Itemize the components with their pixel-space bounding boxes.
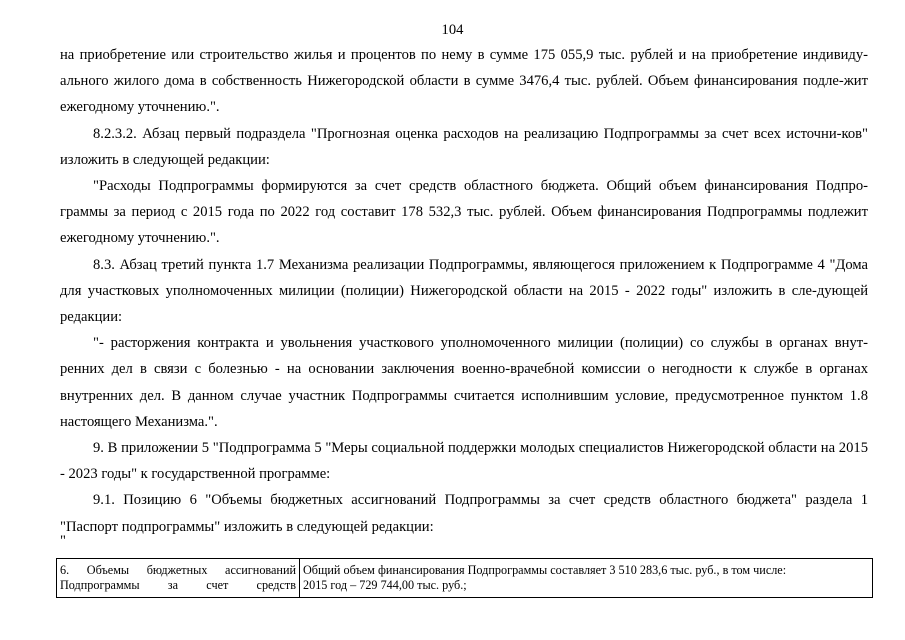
document-body bbox=[60, 42, 868, 540]
table-row bbox=[57, 559, 873, 598]
open-quote-mark: " bbox=[60, 533, 66, 549]
paragraph-continuation: на приобретение или строительство жилья и процентов по нему в сумме 175 055,9 тыс. рублей и на приобретение индивиду-ального жилого дома в собственность Нижегородской области в сумме 3476,4 тыс. рублей. Объем финансирования подле-жит ежегодному уточнению.". bbox=[60, 47, 868, 116]
page-number: 104 bbox=[441, 22, 464, 38]
paragraph-8-3: 8.3. Абзац третий пункта 1.7 Механизма реализации Подпрограммы, являющегося приложением к Подпрограмме 4 "Дома для участковых уполномоченных милиции (полиции) Нижегородской области на 2015 - 2022 годы" изложить в сле-дующей редакции: bbox=[60, 256, 868, 326]
paragraph-9: 9. В приложении 5 "Подпрограмма 5 "Меры социальной поддержки молодых специалистов Нижегородской области на 2015 - 2023 годы" к государственной программе: bbox=[60, 440, 868, 483]
budget-table bbox=[56, 558, 873, 598]
table-label-cell: 6. Объемы бюджетных ассигнований Подпрограммы за счет средств bbox=[57, 559, 300, 598]
paragraph-9-1: 9.1. Позицию 6 "Объемы бюджетных ассигнований Подпрограммы за счет средств областного бюджета" раздела 1 "Паспорт подпрограммы" изложить в следующей редакции: bbox=[60, 492, 868, 535]
table-value-line: Общий объем финансирования Подпрограммы составляет 3 510 283,6 тыс. руб., в том числе: bbox=[303, 563, 787, 577]
paragraph-quote-contract: "- расторжения контракта и увольнения участкового уполномоченного милиции (полиции) со службы в органах внут-ренних дел в связи с болезнью - на основании заключения военно-врачебной комиссии о негодности к службе в органах внутренних дел. В данном случае участник Подпрограммы считается исполнившим условие, предусмотренное пунктом 1.8 настоящего Механизма.". bbox=[60, 335, 868, 430]
paragraph-quote-expenses: "Расходы Подпрограммы формируются за счет средств областного бюджета. Общий объем финансирования Подпро-граммы за период с 2015 года по 2022 год составит 178 532,3 тыс. рублей. Объем финансирования Подпрограммы подлежит ежегодному уточнению.". bbox=[60, 178, 868, 247]
table-value-line: 2015 год – 729 744,00 тыс. руб.; bbox=[303, 578, 467, 592]
paragraph-8-2-3-2: 8.2.3.2. Абзац первый подраздела "Прогнозная оценка расходов на реализацию Подпрограммы за счет всех источни-ков" изложить в следующей редакции: bbox=[60, 125, 868, 168]
table-value-cell bbox=[300, 559, 873, 598]
